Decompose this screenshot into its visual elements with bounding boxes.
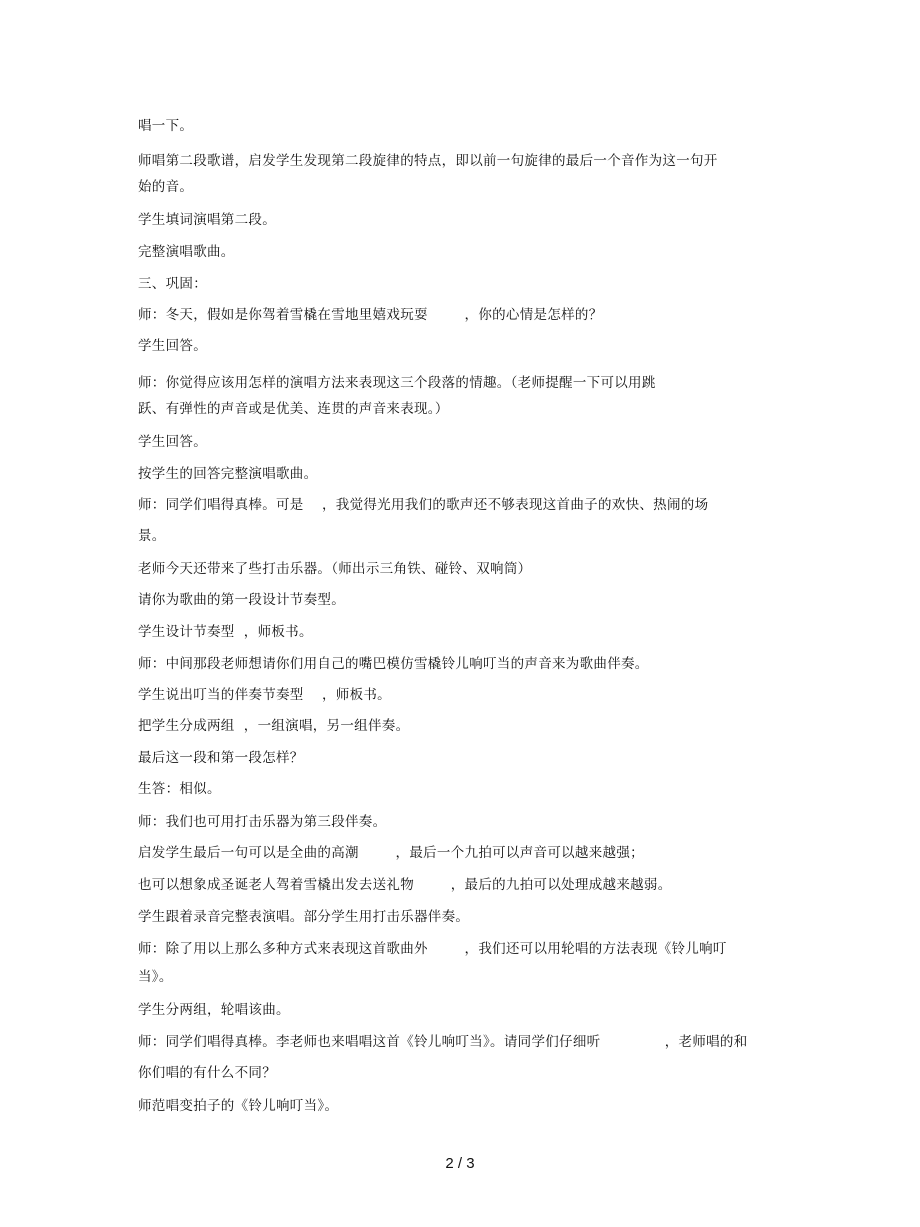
text-line: 师：我们也可用打击乐器为第三段伴奏。 bbox=[138, 814, 387, 830]
text-line: 按学生的回答完整演唱歌曲。 bbox=[138, 466, 318, 482]
text-line: 完整演唱歌曲。 bbox=[138, 244, 235, 260]
text-line: 景。 bbox=[138, 528, 166, 544]
text-line: 始的音。 bbox=[138, 179, 194, 195]
text-line: 师：冬天，假如是你驾着雪橇在雪地里嬉戏玩耍 ，你的心情是怎样的？ bbox=[138, 307, 603, 323]
text-line: 师范唱变拍子的《铃儿响叮当》。 bbox=[138, 1098, 339, 1114]
text-line: 师：你觉得应该用怎样的演唱方法来表现这三个段落的情趣。（老师提醒一下可以用跳 bbox=[138, 375, 656, 391]
text-line: 老师今天还带来了些打击乐器。（师出示三角铁、碰铃、双响筒） bbox=[138, 561, 532, 577]
text-line: 师：中间那段老师想请你们用自己的嘴巴模仿雪橇铃儿响叮当的声音来为歌曲伴奏。 bbox=[138, 656, 649, 672]
text-line: 学生分两组，轮唱该曲。 bbox=[138, 1002, 290, 1018]
text-line: 学生填词演唱第二段。 bbox=[138, 212, 276, 228]
page-number: 2 / 3 bbox=[445, 1155, 475, 1172]
text-line: 唱一下。 bbox=[138, 118, 194, 134]
text-line: 也可以想象成圣诞老人驾着雪橇出发去送礼物 ，最后的九拍可以处理成越来越弱。 bbox=[138, 877, 672, 893]
text-line: 师：同学们唱得真棒。可是 ，我觉得光用我们的歌声还不够表现这首曲子的欢快、热闹的场 bbox=[138, 497, 709, 513]
text-line: 学生回答。 bbox=[138, 434, 207, 450]
text-line: 师唱第二段歌谱，启发学生发现第二段旋律的特点，即以前一句旋律的最后一个音作为这一句开 bbox=[138, 153, 718, 169]
text-line: 学生设计节奏型 ，师板书。 bbox=[138, 624, 313, 640]
text-line: 跃、有弹性的声音或是优美、连贯的声音来表现。） bbox=[138, 401, 449, 417]
text-line: 启发学生最后一句可以是全曲的高潮 ，最后一个九拍可以声音可以越来越强； bbox=[138, 845, 644, 861]
text-line: 生答：相似。 bbox=[138, 781, 221, 797]
text-line: 学生回答。 bbox=[138, 338, 207, 354]
text-line: 师：同学们唱得真棒。李老师也来唱唱这首《铃儿响叮当》。请同学们仔细听 ，老师唱的和 bbox=[138, 1034, 748, 1050]
section-heading: 三、巩固： bbox=[138, 276, 207, 292]
text-line: 你们唱的有什么不同？ bbox=[138, 1065, 276, 1081]
text-line: 学生跟着录音完整表演唱。部分学生用打击乐器伴奏。 bbox=[138, 909, 470, 925]
text-line: 学生说出叮当的伴奏节奏型 ，师板书。 bbox=[138, 687, 391, 703]
text-line: 当》。 bbox=[138, 969, 173, 985]
text-line: 最后这一段和第一段怎样？ bbox=[138, 750, 304, 766]
text-line: 师：除了用以上那么多种方式来表现这首歌曲外 ，我们还可以用轮唱的方法表现《铃儿响叮 bbox=[138, 941, 727, 957]
text-line: 把学生分成两组 ，一组演唱，另一组伴奏。 bbox=[138, 718, 410, 734]
text-line: 请你为歌曲的第一段设计节奏型。 bbox=[138, 592, 345, 608]
